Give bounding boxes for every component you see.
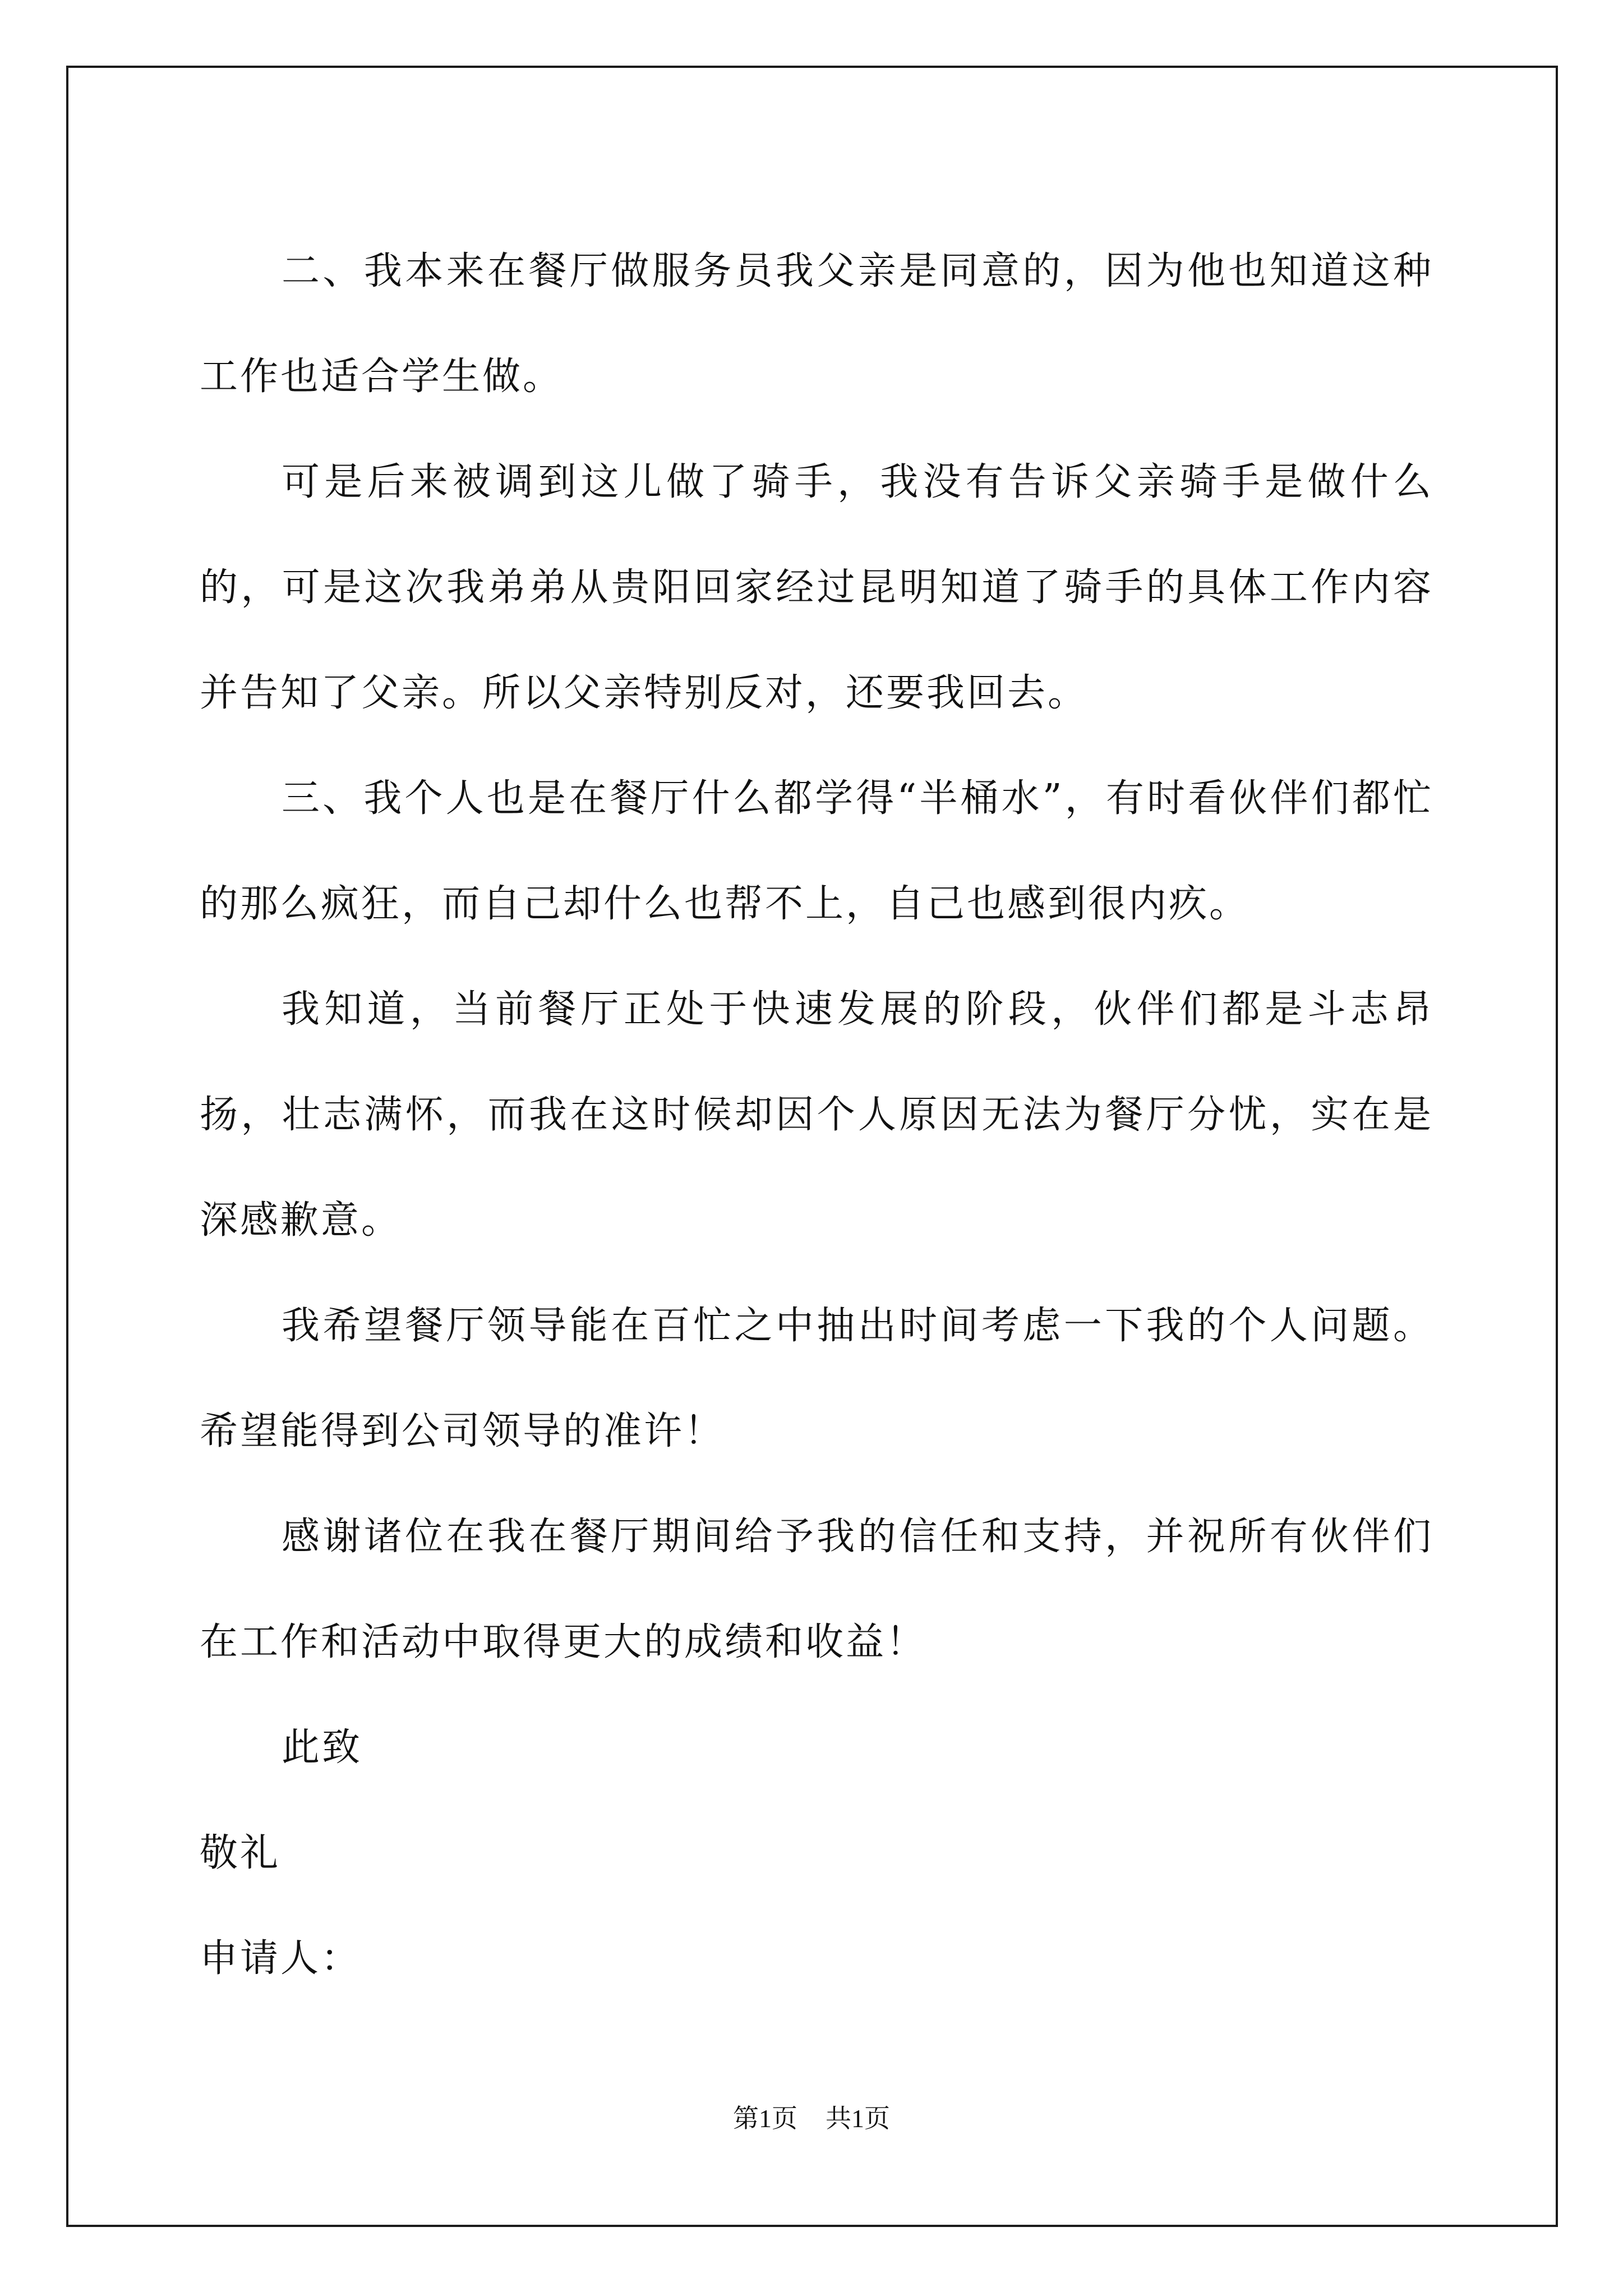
paragraph-1: 二、我本来在餐厅做服务员我父亲是同意的，因为他也知道这种工作也适合学生做。 xyxy=(200,249,1433,399)
paragraph-6: 感谢诸位在我在餐厅期间给予我的信任和支持，并祝所有伙伴们在工作和活动中取得更大的成绩和收益！ xyxy=(200,1515,1433,1664)
paragraph-3: 三、我个人也是在餐厅什么都学得“半桶水”，有时看伙伴们都忙的那么疯狂，而自己却什么也帮不上，自己也感到很内疚。 xyxy=(200,776,1433,926)
paragraph-5: 我希望餐厅领导能在百忙之中抽出时间考虑一下我的个人问题。希望能得到公司领导的准许！ xyxy=(200,1304,1433,1453)
page-number-current: 第1页 xyxy=(733,2104,797,2133)
page-footer xyxy=(0,2098,1623,2135)
paragraph-4: 我知道，当前餐厅正处于快速发展的阶段，伙伴们都是斗志昂扬，壮志满怀，而我在这时候却因个人原因无法为餐厅分忧，实在是深感歉意。 xyxy=(200,987,1433,1243)
closing-line: 此致 xyxy=(282,1726,363,1770)
document-body xyxy=(200,219,1433,2012)
page-number-total: 共1页 xyxy=(826,2104,890,2133)
salute-line: 敬礼 xyxy=(200,1831,281,1875)
paragraph-2: 可是后来被调到这儿做了骑手，我没有告诉父亲骑手是做什么的，可是这次我弟弟从贵阳回家经过昆明知道了骑手的具体工作内容并告知了父亲。所以父亲特别反对，还要我回去。 xyxy=(200,460,1433,715)
signature-label: 申请人： xyxy=(200,1936,362,1981)
